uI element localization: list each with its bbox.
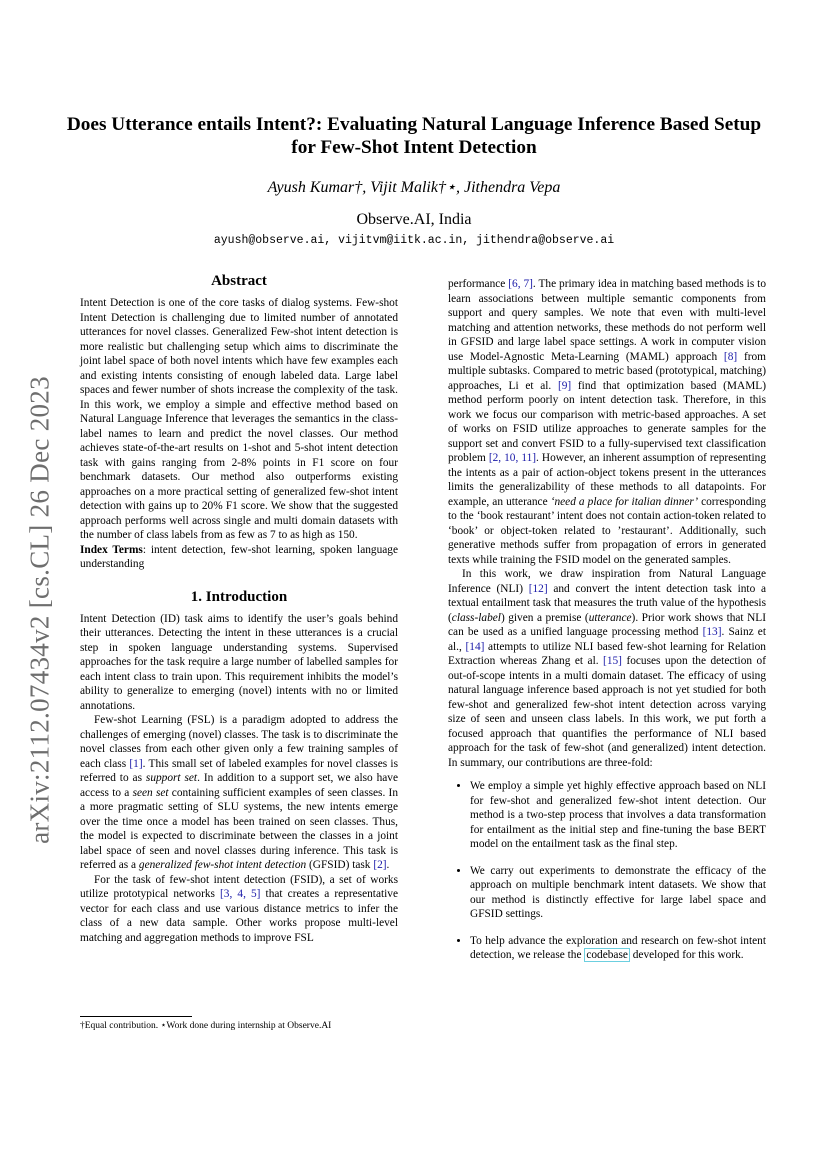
text-run: . Sainz et al.,: [448, 626, 766, 653]
text-run: find that optimization based (MAML) method perform poorly on intent detection task. Therefore, in this work we focus our comparison with metric-based approaches. A set of works on FSID utilize approaches to generate samples for the support set and convert FSID to a fully-supervised text classification problem: [448, 379, 766, 464]
text-run: Few-shot Learning (FSL) is a paradigm adopted to address the challenges of emerging (novel) classes. The task is to discriminate the novel classes from each other given only a few training samples of each class: [80, 714, 398, 770]
intro-paragraph-2: Few-shot Learning (FSL) is a paradigm adopted to address the challenges of emerging (novel) classes. The task is to discriminate the novel classes from each other given only a few training samples of each class [1]. This small set of labeled examples for novel classes is referred to as support set. In addition to a support set, we also have access to a seen set containing sufficient examples of seen classes. In a more pragmatic setting of SLU systems, the new intents emerge over the time once a model has been trained on seen classes. Thus, the model is expected to discriminate between the classes in a joint label space of seen and novel classes during inference. This task is referred as a generalized few-shot intent detection (GFSID) task [2].: [80, 714, 399, 871]
affiliation: Observe.AI, India: [356, 211, 472, 228]
text-run: utterance: [588, 611, 632, 624]
text-run: seen set: [132, 786, 169, 799]
text-run: class-label: [451, 611, 501, 624]
index-terms-label: Index Terms: [80, 543, 143, 556]
citation-link[interactable]: [15]: [603, 655, 622, 667]
intro-heading: 1. Introduction: [190, 588, 288, 605]
paper-authors: Ayush Kumar†, Vijit Malik†⋆, Jithendra Vepa: [267, 179, 561, 196]
arxiv-stamp: [10, 360, 70, 860]
intro-paragraph-1: Intent Detection (ID) task aims to identify the user’s goals behind their utterances. Detecting the intent in these utterances is a crucial step in spoken language understanding systems. Supervised approaches for the task require a large number of labelled samples for each intent class to train upon. This requirement inhibits the model’s ability to generalize to emerging (novel) intents with no or limited annotations.: [80, 612, 398, 712]
text-run: developed for this work.: [629, 949, 744, 961]
citation-link[interactable]: [6, 7]: [508, 278, 533, 290]
list-item: [470, 934, 766, 963]
text-run: support set: [145, 772, 198, 784]
citation-link[interactable]: [1]: [129, 757, 143, 770]
text-run: . In addition to a support set, we also have access to a: [80, 772, 399, 799]
text-run: focuses upon the detection of out-of-scope intents in a multi domain dataset. The efficacy of using natural language inference based approach is not yet studied for both few-shot and generalized few-shot intent detection across varying size of seen and unseen class labels. In this work, we put forth a focused approach that quantifies the performance of NLI based approach for the task of few-shot (and generalized) intent detection. In summary, our contributions are three-fold:: [448, 655, 766, 769]
arxiv-id: arXiv:2112.07434v2 [cs.CL] 26 Dec 2023: [24, 376, 55, 844]
text-run: generalized few-shot intent detection: [138, 859, 307, 871]
text-run: To help advance the exploration and research on few-shot intent detection, we release the: [470, 934, 766, 961]
text-run: In this work, we draw inspiration from Natural Language Inference (NLI): [448, 568, 766, 595]
text-run: from multiple subtasks. Compared to metric based (prototypical, matching) approaches, Li et al.: [448, 350, 767, 392]
citation-link[interactable]: [2]: [373, 859, 387, 871]
text-run: ) given a premise (: [500, 611, 589, 624]
text-run: attempts to utilize NLI based few-shot learning for Relation Extraction whereas Zhang et al.: [448, 640, 766, 667]
right-paragraph-2: [448, 567, 766, 770]
text-run: ). Prior work shows that NLI can be used as a unified language processing method: [448, 611, 767, 638]
index-terms-text: : intent detection, few-shot learning, spoken language understanding: [80, 543, 399, 570]
citation-link[interactable]: [3, 4, 5]: [220, 888, 261, 900]
citation-link[interactable]: [12]: [528, 582, 548, 595]
text-run: ‘need a place for italian dinner’: [550, 495, 699, 508]
list-item: • We employ a simple yet highly effective approach based on NLI for few-shot and generalized few-shot intent detection. Our method is a two-step process that involves a data transformation for entailment as the initial step and fine-tuning the base BERT model on the entailment task as the final step.: [470, 779, 766, 852]
citation-link[interactable]: [13]: [702, 626, 722, 638]
text-run: For the task of few-shot intent detection (FSID), a set of works utilize prototypical networks: [80, 873, 398, 900]
text-run: performance: [448, 278, 509, 290]
text-run: . The primary idea in matching based methods is to learn associations between multiple semantic components from support and query samples. We note that even with multi-level matching and attention networks, these methods do not perform well in GFSID and large label space settings. A work in computer vision use Model-Agnostic Meta-Learning (MAML) approach: [448, 278, 767, 363]
left-column: [80, 272, 398, 945]
text-run: (GFSID) task: [306, 859, 374, 871]
citation-link[interactable]: [8]: [723, 350, 738, 363]
text-run: and convert the intent detection task into a textual entailment task that measures the truth value of the hypothesis (: [448, 582, 766, 624]
list-item: • We carry out experiments to demonstrate the efficacy of the approach on multiple benchmark intent datasets. We show that our method is distinctly effective for large label space and GFSID settings.: [470, 864, 766, 922]
footnote-rule: [80, 1016, 192, 1017]
abstract-heading: Abstract: [211, 273, 267, 289]
text-run: . However, an inherent assumption of representing the intents as a pair of action-object tokens present in the utterances limits the generalizability of these methods to all datapoints. For example, an utterance: [448, 452, 766, 508]
footnote-text: †Equal contribution. ⋆Work done during internship at Observe.AI: [80, 1021, 332, 1031]
author-emails: ayush@observe.ai, vijitvm@iitk.ac.in, jithendra@observe.ai: [213, 234, 615, 247]
text-run: that creates a representative vector for each class and use various distance metrics to infer the class of a new data sample. Other works propose multi-level matching and aggregation methods to improve FSL: [80, 888, 398, 944]
contributions-list: [448, 779, 766, 963]
intro-paragraph-3: [80, 873, 398, 946]
citation-link[interactable]: [9]: [557, 379, 572, 392]
citation-link[interactable]: [2, 10, 11]: [488, 452, 537, 464]
right-paragraph-1: [448, 277, 766, 567]
footnote: [80, 1016, 398, 1032]
text-run: . This small set of labeled examples for novel classes is referred to as: [80, 757, 399, 784]
citation-link[interactable]: [14]: [465, 640, 485, 653]
paper-title: Does Utterance entails Intent?: Evaluating Natural Language Inference Based Setup for Few-Shot Intent Detection: [66, 114, 762, 158]
codebase-link[interactable]: codebase: [586, 949, 628, 961]
right-column: [448, 277, 766, 975]
abstract-text: Intent Detection is one of the core tasks of dialog systems. Few-shot Intent Detection is challenging due to limited number of annotated utterances for novel classes. Generalized Few-shot intent detection is more realistic but challenging setup which aims to discriminate the joint label space of both novel intents which have few examples each and existing intents consisting of enough labeled data. Large label spaces and fewer number of shots increase the complexity of the task. In this work, we employ a simple and effective method based on Natural Language Inference that leverages the semantics in the class-label names to learn and predict the novel classes. Our method achieves state-of-the-art results on 1-shot and 5-shot intent detection task with gains ranging from 2-8% points in F1 score on four benchmark datasets. Our method also outperforms existing approaches on a more practical setting of generalized few-shot intent detection with gains up to 20% F1 score. We show that the suggested approach performs well across single and multi domain datasets with the number of class labels from as few as 7 to as high as 150.: [80, 297, 398, 541]
text-run: containing sufficient examples of seen classes. In a more pragmatic setting of SLU systems, the new intents emerge over the time once a model has been trained on seen classes. Thus, the model is expected to discriminate between the classes in a joint label space of seen and novel classes during inference. This task is referred as a: [80, 786, 398, 871]
text-run: corresponding to the ‘book restaurant’ intent does not contain action-token related to ‘book’ or object-token related to ’restaurant’. Additionally, such generative methods suffer from propagation of errors in generated texts while training the FSID model on the generated samples.: [448, 495, 766, 566]
index-terms: [80, 543, 398, 572]
